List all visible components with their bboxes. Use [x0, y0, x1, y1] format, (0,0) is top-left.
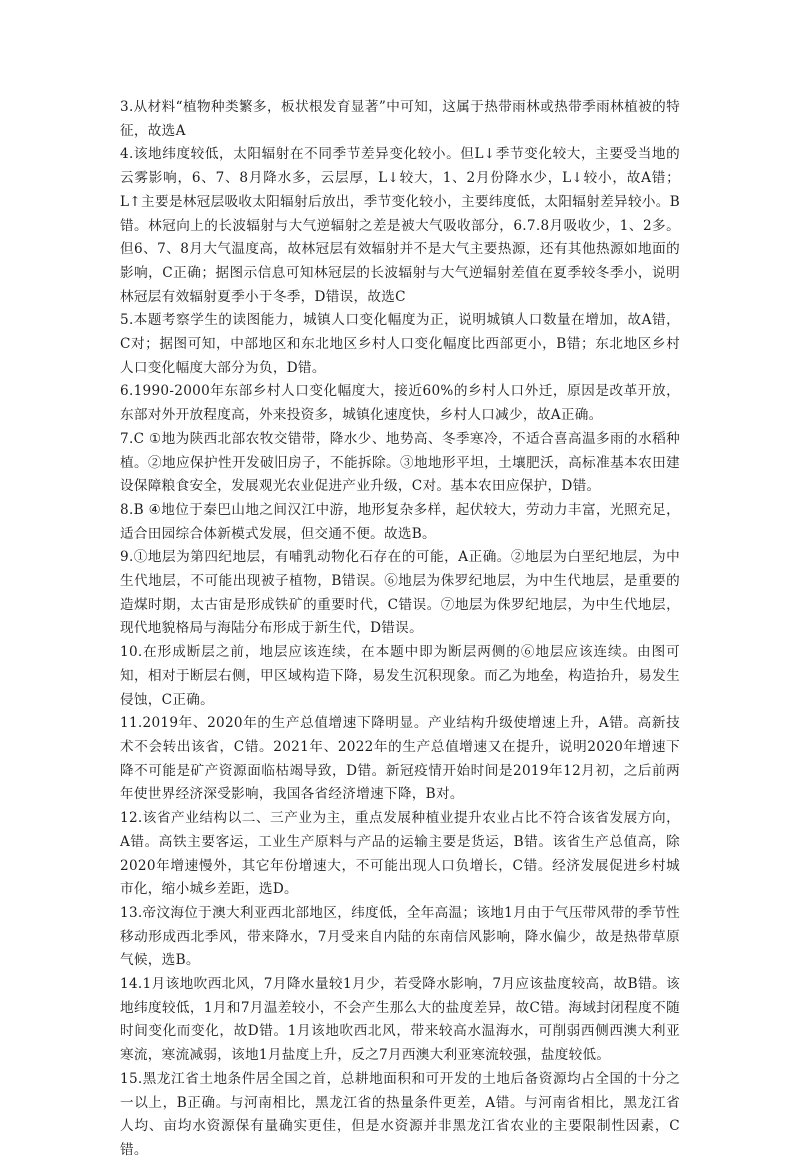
answer-6: 6.1990-2000年东部乡村人口变化幅度大，接近60%的乡村人口外迁，原因是改革开放，东部对外开放程度高，外来投资多，城镇化速度快，乡村人口减少，故A正确。 — [120, 383, 680, 424]
answer-4: 4.该地纬度较低，太阳辐射在不同季节差异变化较小。但L↓季节变化较大，主要受当地的云雾影响，6、7、8月降水多，云层厚，L↓较大，1、2月份降水少，L↓较小，故A错；L↑主要是林冠层吸收太阳辐射后放出，季节变化较小，主要纬度低，太阳辐射差异较小。B错。林冠向上的长波辐射与大气逆辐射之差是被大气吸收部分，6.7.8月吸收少，1、2多。但6、7、8月大气温度高，故林冠层有效辐射并不是大气主要热源，还有其他热源如地面的影响，C正确；据图示信息可知林冠层的长波辐射与大气逆辐射差值在夏季较冬季小，说明林冠层有效辐射夏季小于冬季，D错误，故选C — [120, 146, 680, 305]
answer-10: 10.在形成断层之前，地层应该连续，在本题中即为断层两侧的⑥地层应该连续。由图可知，相对于断层右侧，甲区域构造下降，易发生沉积现象。而乙为地垒，构造抬升，易发生侵蚀，C正确。 — [120, 644, 680, 708]
answer-explanations — [120, 96, 680, 1163]
answer-14: 14.1月该地吹西北风，7月降水量较1月少，若受降水影响，7月应该盐度较高，故B错。该地纬度较低，1月和7月温差较小，不会产生那么大的盐度差异，故C错。海域封闭程度不随时间变化而变化，故D错。1月该地吹西北风，带来较高水温海水，可削弱西侧西澳大利亚寒流，寒流减弱，该地1月盐度上升，反之7月西澳大利亚寒流较强，盐度较低。 — [120, 976, 680, 1064]
answer-13: 13.帝汶海位于澳大利亚西北部地区，纬度低，全年高温；该地1月由于气压带风带的季节性移动形成西北季风，带来降水，7月受来自内陆的东南信风影响，降水偏少，故是热带草原气候，选B。 — [120, 904, 680, 969]
answer-8: 8.B ④地位于秦巴山地之间汉江中游，地形复杂多样，起伏较大，劳动力丰富，光照充足，适合田园综合体新模式发展，但交通不便。故选B。 — [120, 501, 680, 542]
answer-5: 5.本题考察学生的读图能力，城镇人口变化幅度为正，说明城镇人口数量在增加，故A错，C对；据图可知，中部地区和东北地区乡村人口变化幅度比西部更小，B错；东北地区乡村人口变化幅度大部分为负，D错。 — [120, 312, 680, 376]
answer-7: 7.C ①地为陕西北部农牧交错带，降水少、地势高、冬季寒冷，不适合喜高温多雨的水稻种植。②地应保护性开发破旧房子，不能拆除。③地地形平坦，土壤肥沃，高标准基本农田建设保障粮食安全，发展观光农业促进产业升级，C对。基本农田应保护，D错。 — [120, 430, 680, 495]
answer-3: 3.从材料“植物种类繁多，板状根发育显著”中可知，这属于热带雨林或热带季雨林植被的特征，故选A — [120, 99, 680, 139]
answer-12: 12.该省产业结构以二、三产业为主，重点发展种植业提升农业占比不符合该省发展方向，A错。高铁主要客运，工业生产原料与产品的运输主要是货运，B错。该省生产总值高，除2020年增速慢外，其它年份增速大，不可能出现人口负增长，C错。经济发展促进乡村城市化，缩小城乡差距，选D。 — [120, 810, 680, 898]
answer-9: 9.①地层为第四纪地层，有哺乳动物化石存在的可能，A正确。②地层为白垩纪地层，为中生代地层，不可能出现被子植物，B错误。⑥地层为侏罗纪地层，为中生代地层，是重要的造煤时期，太古宙是形成铁矿的重要时代，C错误。⑦地层为侏罗纪地层，为中生代地层，现代地貌格局与海陆分布形成于新生代，D错误。 — [120, 549, 680, 637]
answer-11: 11.2019年、2020年的生产总值增速下降明显。产业结构升级使增速上升，A错。高新技术不会转出该省，C错。2021年、2022年的生产总值增速又在提升，说明2020年增速下降不可能是矿产资源面临枯竭导致，D错。新冠疫情开始时间是2019年12月初，之后前两年使世界经济深受影响，我国各省经济增速下降，B对。 — [120, 715, 680, 803]
answer-15: 15.黑龙江省土地条件居全国之首，总耕地面积和可开发的土地后备资源均占全国的十分之一以上，B正确。与河南相比，黑龙江省的热量条件更差，A错。与河南省相比，黑龙江省人均、亩均水资源保有量确实更佳，但是水资源并非黑龙江省农业的主要限制性因素，C错。 — [120, 1070, 680, 1158]
